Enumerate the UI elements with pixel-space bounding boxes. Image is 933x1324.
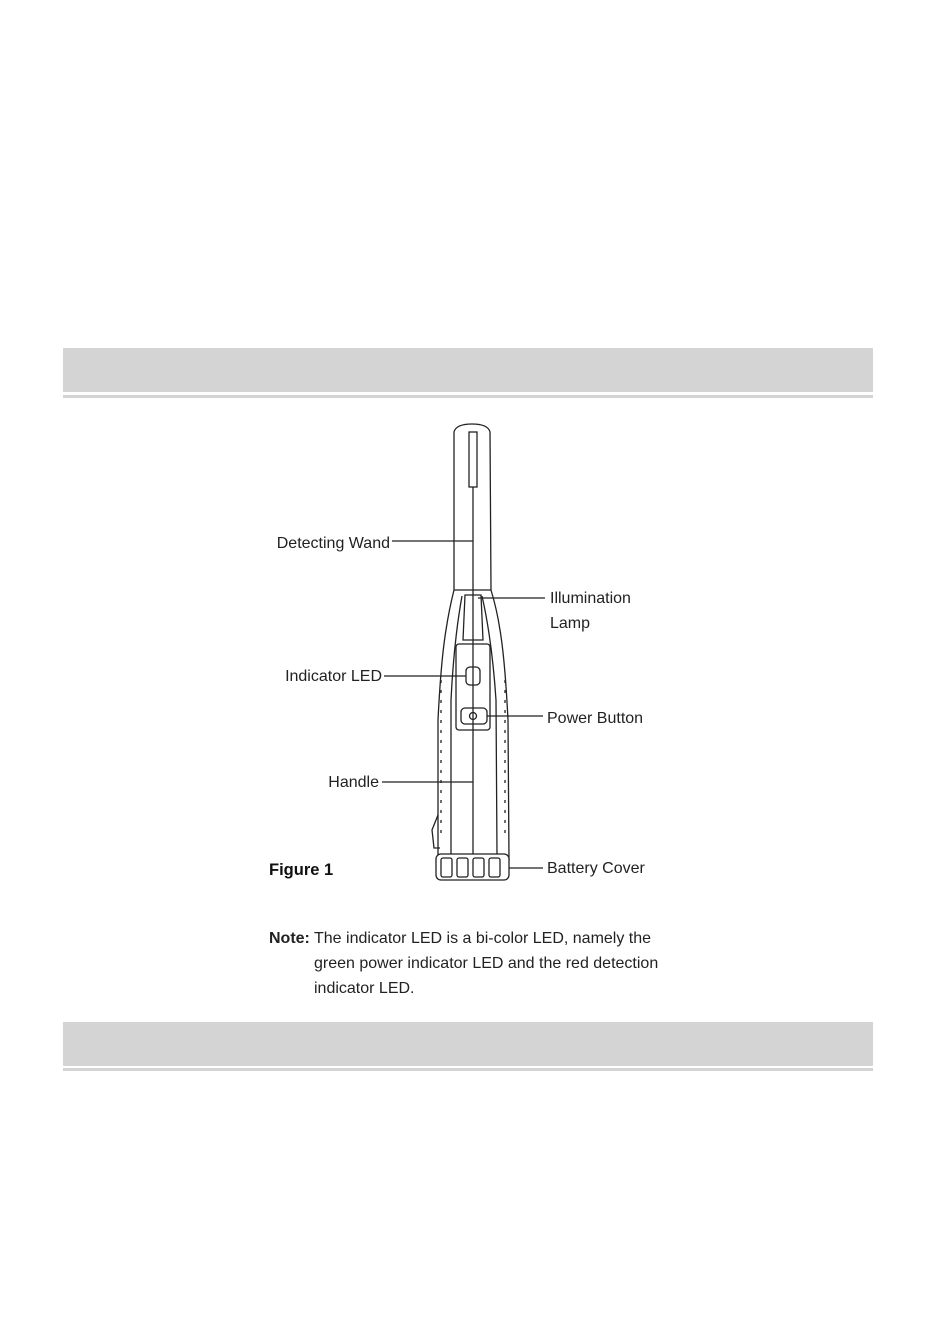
label-illumination-lamp-line1: Illumination	[550, 590, 631, 607]
note-text: The indicator LED is a bi-color LED, namely the green power indicator LED and the red detection indicator LED.	[314, 930, 659, 997]
label-battery-cover: Battery Cover	[547, 860, 645, 877]
label-detecting-wand: Detecting Wand	[276, 535, 390, 552]
label-power-button: Power Button	[547, 710, 644, 727]
note-label: Note:	[269, 930, 310, 947]
device-illustration	[432, 424, 509, 880]
section-header-band-bottom	[63, 1022, 873, 1066]
section-divider-bottom	[63, 1068, 873, 1071]
figure-caption: Figure 1	[269, 861, 334, 879]
label-illumination-lamp-line2: Lamp	[550, 615, 591, 632]
label-indicator-led: Indicator LED	[285, 668, 382, 685]
label-handle: Handle	[328, 774, 379, 791]
note-block	[269, 926, 689, 1001]
